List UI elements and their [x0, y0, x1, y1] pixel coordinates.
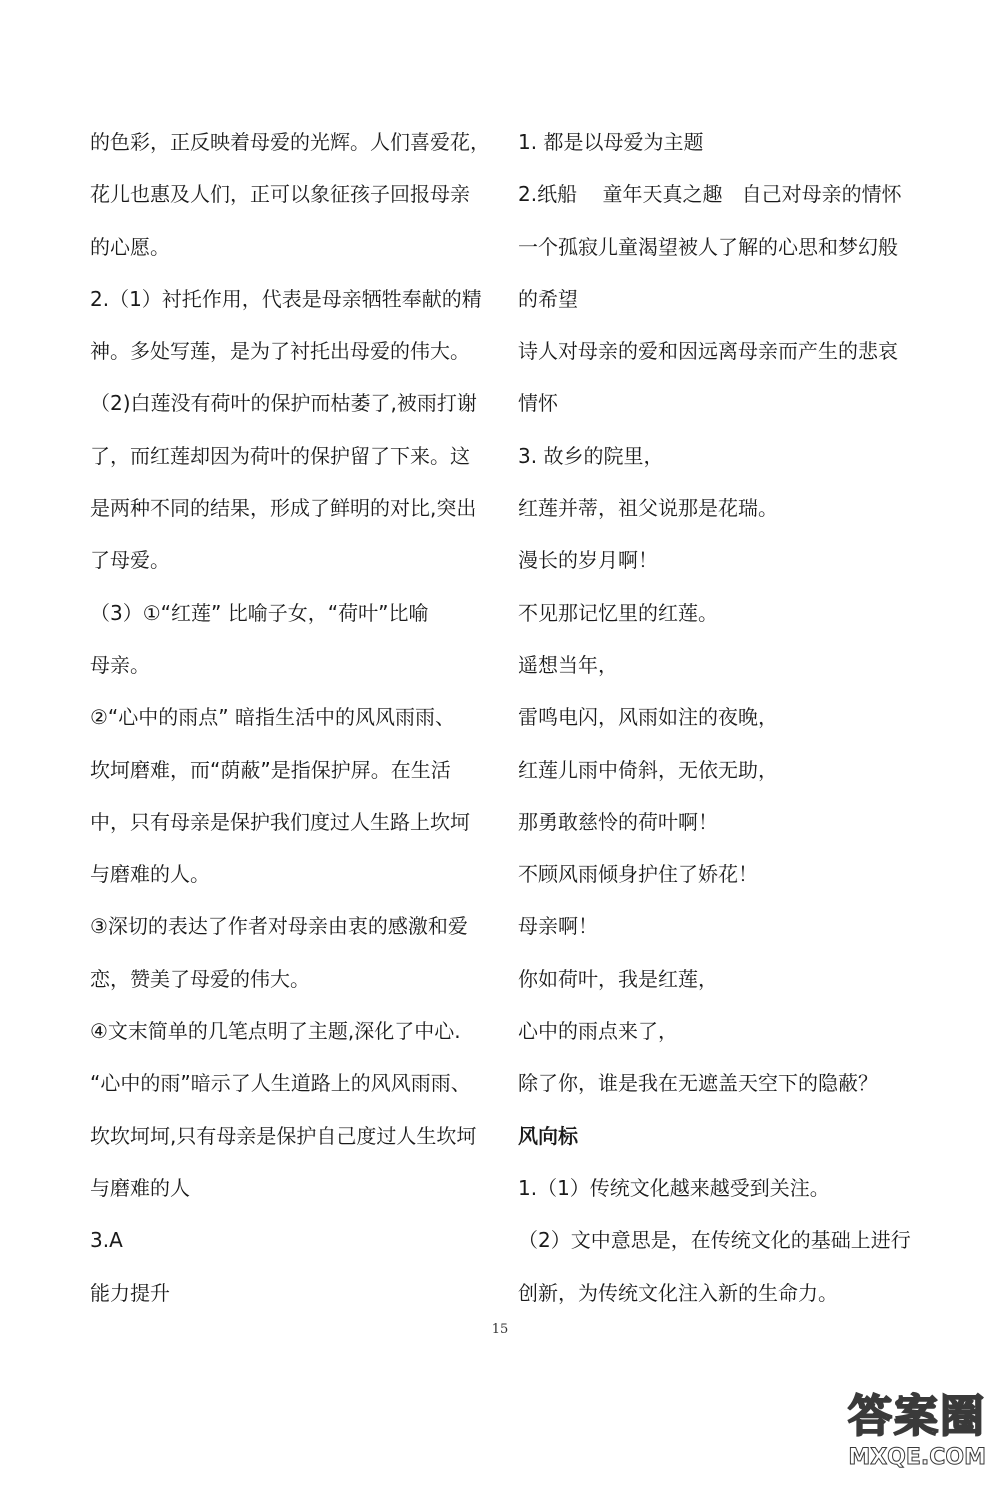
text-line: 3.A [90, 1228, 123, 1253]
page-number: 15 [491, 1322, 509, 1337]
watermark-logo [846, 1391, 986, 1487]
text-line: 的色彩，正反映着母爱的光辉。人们喜爱花， [90, 130, 490, 154]
text-line: 遥想当年， [518, 652, 618, 677]
text-line: 情怀 [518, 391, 558, 416]
text-line: 母亲啊！ [518, 914, 598, 939]
text-line: 是两种不同的结果，形成了鲜明的对比,突出 [90, 496, 477, 521]
text-line: ④文末简单的几笔点明了主题,深化了中心. [90, 1019, 461, 1044]
text-line: 坎坎坷坷,只有母亲是保护自己度过人生坎坷 [90, 1123, 477, 1148]
text-line: 风向标 [518, 1123, 578, 1148]
text-line: ③深切的表达了作者对母亲由衷的感激和爱 [90, 914, 468, 939]
text-line: 诗人对母亲的爱和因远离母亲而产生的悲哀 [518, 339, 898, 364]
text-line: 母亲。 [90, 652, 150, 677]
text-line: ②“心中的雨点” 暗指生活中的风风雨雨、 [90, 705, 456, 730]
text-line: 那勇敢慈怜的荷叶啊！ [518, 809, 718, 834]
text-line: （3）①“红莲” 比喻子女，“荷叶”比喻 [90, 600, 429, 625]
text-line: 神。多处写莲，是为了衬托出母爱的伟大。 [90, 339, 470, 364]
text-line: 能力提升 [90, 1280, 170, 1305]
text-line: 一个孤寂儿童渴望被人了解的心思和梦幻般 [518, 234, 898, 259]
text-line: 花儿也惠及人们，正可以象征孩子回报母亲 [90, 182, 470, 207]
text-line: 了母爱。 [90, 548, 170, 573]
text-line: 不顾风雨倾身护住了娇花！ [518, 862, 758, 887]
text-line: 1. 都是以母爱为主题 [518, 130, 704, 154]
text-line: 2.纸船 童年天真之趣 自己对母亲的情怀 [518, 182, 902, 207]
text-line: 雷鸣电闪，风雨如注的夜晚， [518, 705, 778, 730]
text-line: 你如荷叶，我是红莲， [518, 966, 718, 991]
text-line: 不见那记忆里的红莲。 [518, 600, 718, 625]
text-line: 恋，赞美了母爱的伟大。 [90, 966, 310, 991]
text-line: 坎坷磨难，而“荫蔽”是指保护屏。在生活 [90, 757, 451, 782]
text-line: 红莲儿雨中倚斜，无依无助， [518, 757, 778, 782]
text-line: 的心愿。 [90, 234, 170, 259]
text-line: 的希望 [518, 286, 578, 311]
text-line: 2.（1）衬托作用，代表是母亲牺牲奉献的精 [90, 286, 482, 311]
text-line: “心中的雨”暗示了人生道路上的风风雨雨、 [90, 1071, 471, 1096]
text-line: 与磨难的人。 [90, 862, 210, 887]
text-line: 了，而红莲却因为荷叶的保护留了下来。这 [90, 443, 470, 468]
watermark-url: MXQE.COM [848, 1445, 986, 1470]
text-line: （2）文中意思是，在传统文化的基础上进行 [518, 1228, 911, 1253]
text-line: 除了你，谁是我在无遮盖天空下的隐蔽？ [518, 1071, 878, 1096]
text-line: 漫长的岁月啊！ [518, 548, 658, 573]
text-line: 创新，为传统文化注入新的生命力。 [518, 1280, 838, 1305]
left-column [90, 116, 490, 1319]
text-line: 1.（1）传统文化越来越受到关注。 [518, 1175, 830, 1200]
watermark-chars: 答案圈 [848, 1391, 986, 1442]
text-line: 红莲并蒂，祖父说那是花瑞。 [518, 496, 778, 521]
text-line: 心中的雨点来了， [518, 1019, 678, 1044]
text-line: 3. 故乡的院里， [518, 443, 664, 468]
right-column [518, 116, 918, 1319]
text-line: （2)白莲没有荷叶的保护而枯萎了,被雨打谢 [90, 391, 477, 416]
text-line: 中，只有母亲是保护我们度过人生路上坎坷 [90, 809, 470, 834]
text-line: 与磨难的人 [90, 1175, 190, 1200]
